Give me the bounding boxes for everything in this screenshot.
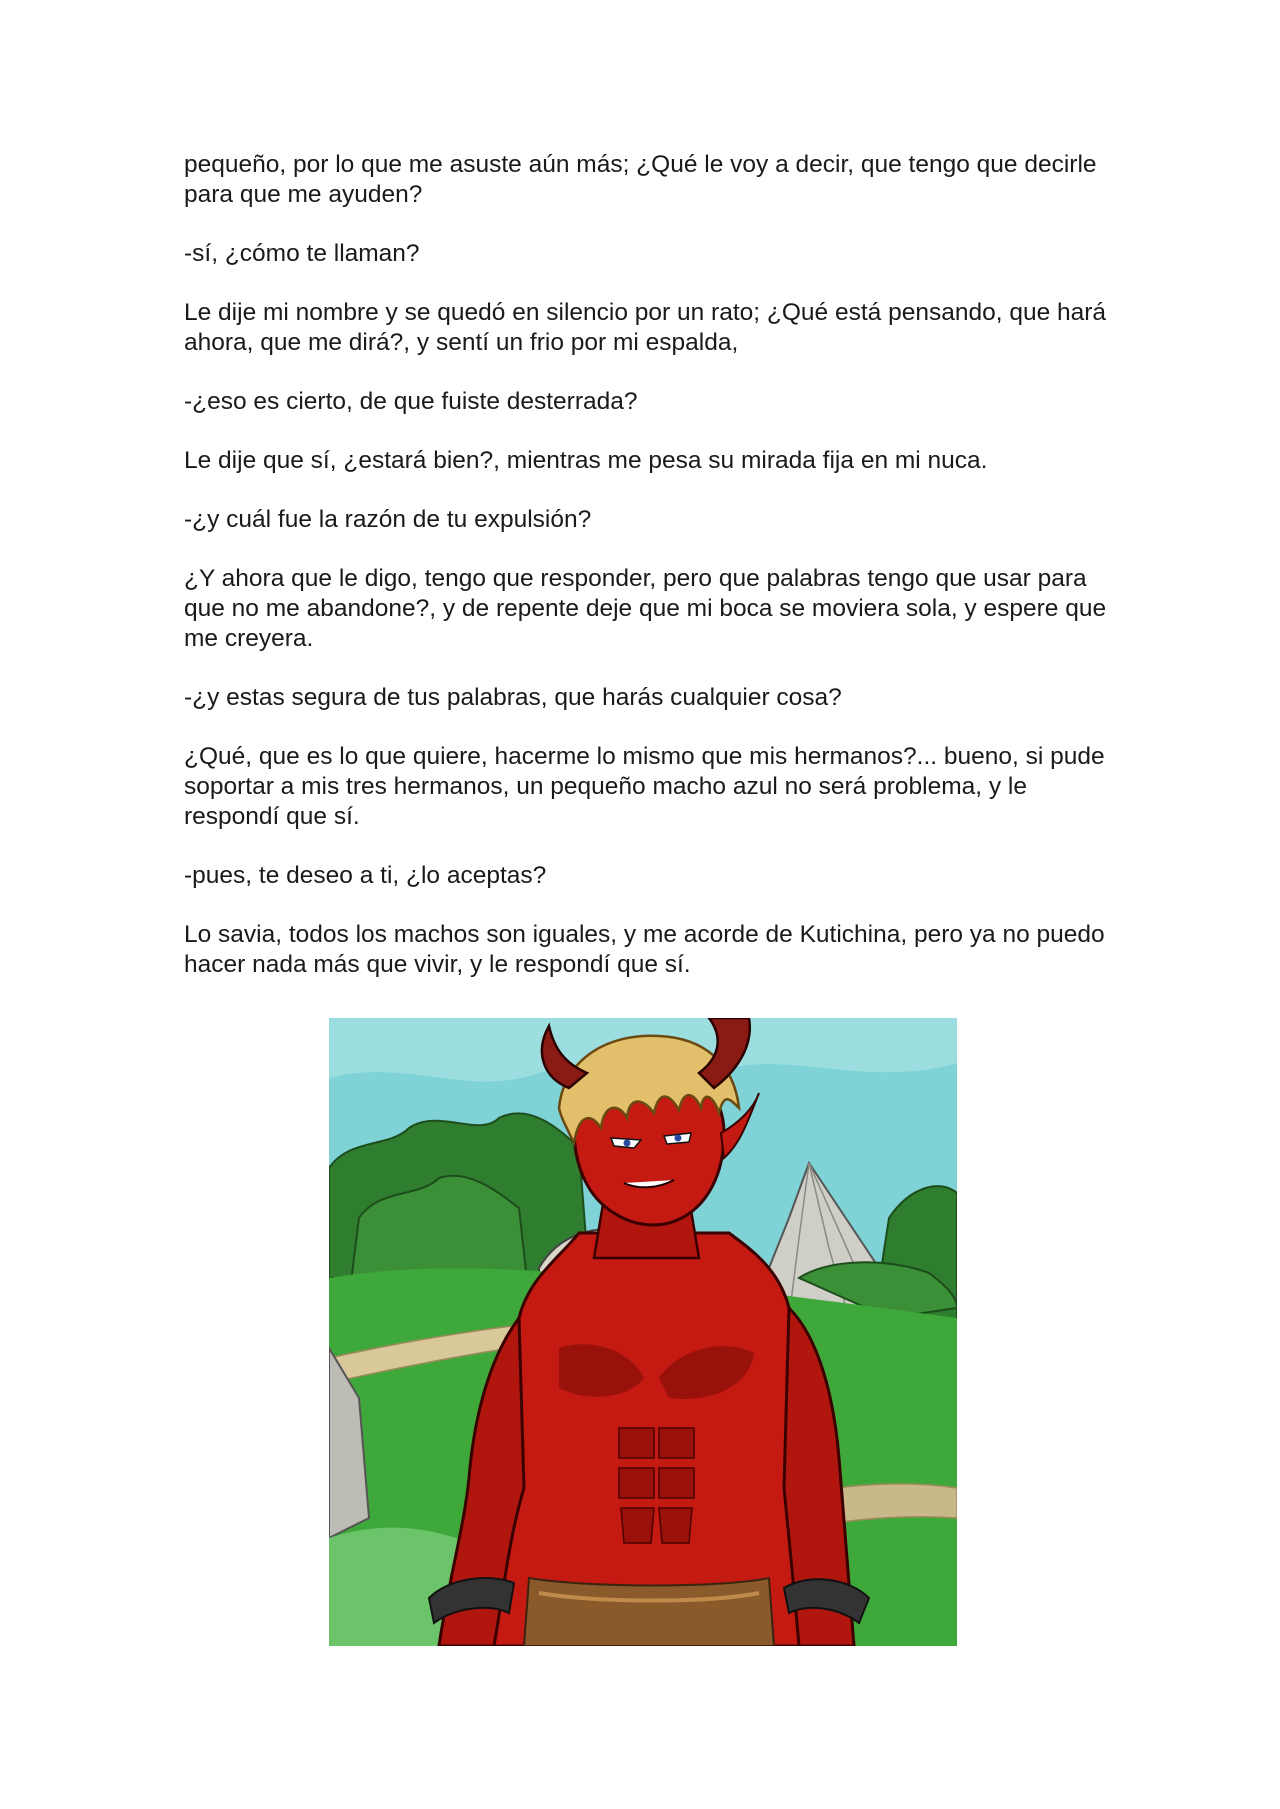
- paragraph-2: -sí, ¿cómo te llaman?: [184, 240, 420, 267]
- illustration-svg: [329, 1018, 957, 1646]
- paragraph-6: -¿y cuál fue la razón de tu expulsión?: [184, 506, 592, 533]
- paragraph-3: Le dije mi nombre y se quedó en silencio por un rato; ¿Qué está pensando, que hará ahora, que me dirá?, y sentí un frio por mi espalda,: [184, 299, 1107, 356]
- paragraph-1: pequeño, por lo que me asuste aún más; ¿Qué le voy a decir, que tengo que decirle para que me ayuden?: [184, 151, 1097, 208]
- waist-rope: [524, 1578, 774, 1646]
- paragraph-4: -¿eso es cierto, de que fuiste desterrada?: [184, 388, 638, 415]
- right-pupil: [675, 1135, 682, 1142]
- red-demon-illustration: [329, 1018, 957, 1646]
- paragraph-5: Le dije que sí, ¿estará bien?, mientras me pesa su mirada fija en mi nuca.: [184, 447, 988, 474]
- paragraph-9: ¿Qué, que es lo que quiere, hacerme lo mismo que mis hermanos?... bueno, si pude soportar a mis tres hermanos, un pequeño macho azul no será problema, y le respondí que sí.: [184, 743, 1105, 830]
- left-pupil: [624, 1140, 631, 1147]
- paragraph-11: Lo savia, todos los machos son iguales, y me acorde de Kutichina, pero ya no puedo hacer nada más que vivir, y le respondí que sí.: [184, 921, 1105, 978]
- story-text: [184, 150, 1114, 1009]
- paragraph-8: -¿y estas segura de tus palabras, que harás cualquier cosa?: [184, 684, 842, 711]
- paragraph-7: ¿Y ahora que le digo, tengo que responder, pero que palabras tengo que usar para que no me abandone?, y de repente deje que mi boca se moviera sola, y espere que me creyera.: [184, 565, 1107, 652]
- paragraph-10: -pues, te deseo a ti, ¿lo aceptas?: [184, 862, 547, 889]
